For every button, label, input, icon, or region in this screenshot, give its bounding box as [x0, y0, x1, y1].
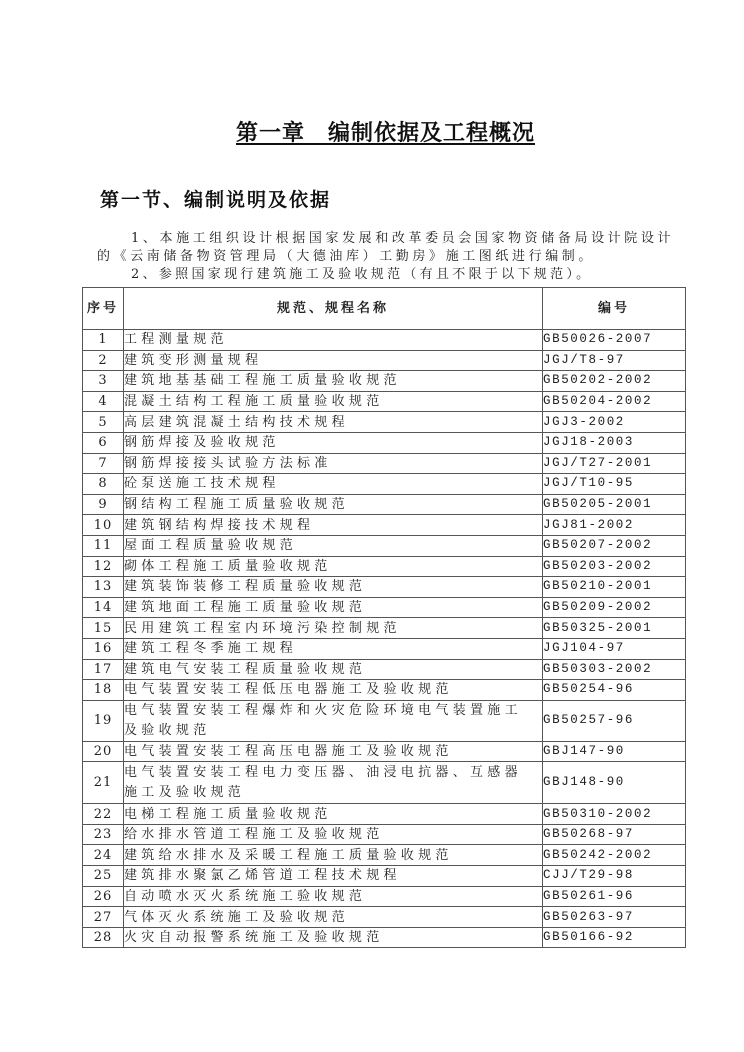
table-row	[83, 432, 686, 453]
standard-name: 混凝土结构工程施工质量验收规范	[124, 391, 543, 412]
standard-name: 屋面工程质量验收规范	[124, 535, 543, 556]
table-row	[83, 535, 686, 556]
table-row	[83, 577, 686, 598]
table-row	[83, 927, 686, 948]
standard-code: GBJ148-90	[543, 762, 686, 804]
table-row	[83, 494, 686, 515]
table-row	[83, 824, 686, 845]
table-row	[83, 556, 686, 577]
row-number: 20	[83, 741, 124, 762]
standard-name: 建筑装饰装修工程质量验收规范	[124, 577, 543, 598]
table-row	[83, 515, 686, 536]
standard-name: 建筑变形测量规程	[124, 350, 543, 371]
row-number: 24	[83, 845, 124, 866]
table-row	[83, 845, 686, 866]
standard-code: GB50166-92	[543, 927, 686, 948]
standard-code: GB50303-2002	[543, 659, 686, 680]
standard-code: JGJ81-2002	[543, 515, 686, 536]
table-row	[83, 412, 686, 433]
standard-code: GB50203-2002	[543, 556, 686, 577]
standard-code: GB50268-97	[543, 824, 686, 845]
standard-code: GB50207-2002	[543, 535, 686, 556]
table-row	[83, 659, 686, 680]
standard-name: 电气装置安装工程爆炸和火灾危险环境电气装置施工及验收规范	[124, 700, 543, 741]
standard-code: GB50210-2001	[543, 577, 686, 598]
standard-code: JGJ/T27-2001	[543, 453, 686, 474]
standard-code: GB50263-97	[543, 907, 686, 928]
row-number: 2	[83, 350, 124, 371]
standard-name: 给水排水管道工程施工及验收规范	[124, 824, 543, 845]
row-number: 26	[83, 886, 124, 907]
header-name: 规范、规程名称	[124, 288, 543, 330]
standard-code: GB50257-96	[543, 700, 686, 741]
row-number: 10	[83, 515, 124, 536]
standard-code: GB50310-2002	[543, 804, 686, 825]
standard-code: JGJ/T10-95	[543, 474, 686, 495]
standard-code: CJJ/T29-98	[543, 866, 686, 887]
table-row	[83, 700, 686, 741]
standard-name: 钢结构工程施工质量验收规范	[124, 494, 543, 515]
standard-code: GB50325-2001	[543, 618, 686, 639]
standard-name: 建筑给水排水及采暖工程施工质量验收规范	[124, 845, 543, 866]
standard-code: GB50209-2002	[543, 597, 686, 618]
table-row	[83, 866, 686, 887]
table-row	[83, 453, 686, 474]
standard-name: 建筑工程冬季施工规程	[124, 638, 543, 659]
row-number: 3	[83, 371, 124, 392]
table-row	[83, 638, 686, 659]
standard-name: 火灾自动报警系统施工及验收规范	[124, 927, 543, 948]
standard-name: 电梯工程施工质量验收规范	[124, 804, 543, 825]
table-row	[83, 597, 686, 618]
table-row	[83, 350, 686, 371]
table-row	[83, 618, 686, 639]
row-number: 7	[83, 453, 124, 474]
row-number: 8	[83, 474, 124, 495]
standard-name: 自动喷水灭火系统施工验收规范	[124, 886, 543, 907]
standard-name: 电气装置安装工程低压电器施工及验收规范	[124, 680, 543, 701]
table-row	[83, 680, 686, 701]
standard-name: 高层建筑混凝土结构技术规程	[124, 412, 543, 433]
standard-code: GB50254-96	[543, 680, 686, 701]
standard-name: 砌体工程施工质量验收规范	[124, 556, 543, 577]
standard-code: GB50261-96	[543, 886, 686, 907]
standard-name: 建筑钢结构焊接技术规程	[124, 515, 543, 536]
section-title: 第一节、编制说明及依据	[100, 189, 332, 211]
table-row	[83, 762, 686, 804]
standard-name: 钢筋焊接及验收规范	[124, 432, 543, 453]
row-number: 27	[83, 907, 124, 928]
paragraph-standards-intro: 2、参照国家现行建筑施工及验收规范（有且不限于以下规范）。	[131, 267, 593, 282]
row-number: 25	[83, 866, 124, 887]
standards-table	[82, 287, 686, 948]
standard-code: JGJ/T8-97	[543, 350, 686, 371]
row-number: 22	[83, 804, 124, 825]
standard-name: 建筑排水聚氯乙烯管道工程技术规程	[124, 866, 543, 887]
table-header-row	[83, 288, 686, 330]
table-row	[83, 907, 686, 928]
standard-name: 砼泵送施工技术规程	[124, 474, 543, 495]
table-row	[83, 371, 686, 392]
row-number: 14	[83, 597, 124, 618]
table-row	[83, 886, 686, 907]
chapter-title: 第一章 编制依据及工程概况	[236, 121, 536, 146]
standard-name: 电气装置安装工程高压电器施工及验收规范	[124, 741, 543, 762]
standard-code: GB50202-2002	[543, 371, 686, 392]
standard-code: GB50205-2001	[543, 494, 686, 515]
row-number: 4	[83, 391, 124, 412]
row-number: 13	[83, 577, 124, 598]
table-row	[83, 474, 686, 495]
row-number: 1	[83, 330, 124, 351]
standard-name: 建筑地基基础工程施工质量验收规范	[124, 371, 543, 392]
row-number: 23	[83, 824, 124, 845]
row-number: 9	[83, 494, 124, 515]
row-number: 6	[83, 432, 124, 453]
row-number: 15	[83, 618, 124, 639]
table-body	[83, 330, 686, 948]
standard-code: GB50242-2002	[543, 845, 686, 866]
row-number: 16	[83, 638, 124, 659]
standard-code: GB50204-2002	[543, 391, 686, 412]
header-code: 编号	[543, 288, 686, 330]
standard-code: GBJ147-90	[543, 741, 686, 762]
row-number: 5	[83, 412, 124, 433]
row-number: 19	[83, 700, 124, 741]
standard-code: JGJ104-97	[543, 638, 686, 659]
standard-name: 工程测量规范	[124, 330, 543, 351]
table-row	[83, 391, 686, 412]
table-row	[83, 804, 686, 825]
row-number: 18	[83, 680, 124, 701]
paragraph-basis: 1、本施工组织设计根据国家发展和改革委员会国家物资储备局设计院设计的《云南储备物资管理局（大德油库）工勤房》施工图纸进行编制。	[97, 231, 675, 264]
standard-code: JGJ18-2003	[543, 432, 686, 453]
standard-name: 建筑地面工程施工质量验收规范	[124, 597, 543, 618]
standard-name: 气体灭火系统施工及验收规范	[124, 907, 543, 928]
row-number: 11	[83, 535, 124, 556]
row-number: 17	[83, 659, 124, 680]
row-number: 12	[83, 556, 124, 577]
standard-name: 民用建筑工程室内环境污染控制规范	[124, 618, 543, 639]
standard-name: 钢筋焊接接头试验方法标准	[124, 453, 543, 474]
table-row	[83, 330, 686, 351]
table-row	[83, 741, 686, 762]
standard-name: 电气装置安装工程电力变压器、油浸电抗器、互感器施工及验收规范	[124, 762, 543, 804]
row-number: 28	[83, 927, 124, 948]
standard-code: GB50026-2007	[543, 330, 686, 351]
row-number: 21	[83, 762, 124, 804]
header-no: 序号	[83, 288, 124, 330]
standard-name: 建筑电气安装工程质量验收规范	[124, 659, 543, 680]
standard-code: JGJ3-2002	[543, 412, 686, 433]
